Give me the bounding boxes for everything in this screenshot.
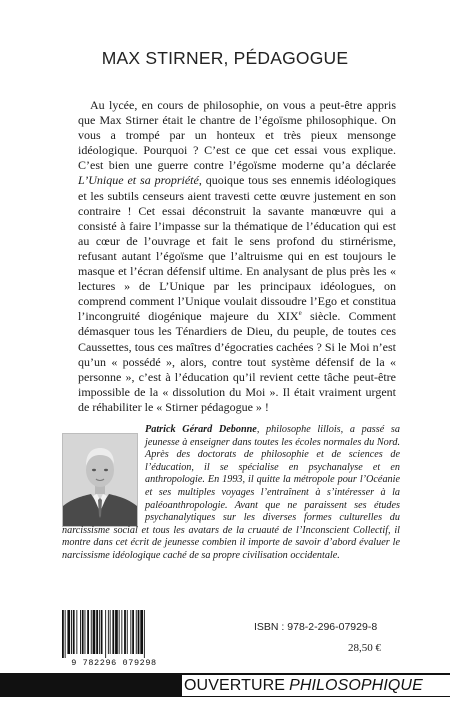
author-name: Patrick Gérard Debonne: [145, 424, 257, 435]
collection-word-1: OUVERTURE: [184, 676, 286, 694]
blurb-text-1: Au lycée, en cours de philosophie, on vous a peut-être appris que Max Stirner était le chantre de l’égoïsme philosophique. On vous a trompé par un honteux et très pieux mensonge idéologique. Pourquoi ? C’est ce que cet essai vous explique. C’est bien une guerre contre l’égoïsme moderne qu’a déclarée: [78, 98, 396, 173]
author-bio: [62, 424, 400, 563]
blurb-text-3: siècle. Comment démasquer tous les Ténardiers de Dieu, du peuple, de toutes ces Caussettes, tous ces maîtres d’égocraties cachées ? Si le Moi n’est qu’un « possédé », alors, contre tout système défensif de la « personne », c’est à l’éducation qu’il revient cette tâche peut-être impossible de la « dissolution du Moi ». Il était vraiment urgent de réhabiliter le « Stirner pédagogue » !: [78, 309, 396, 414]
barcode: [58, 610, 170, 658]
book-title: MAX STIRNER, PÉDAGOGUE: [101, 48, 349, 68]
blurb-text-2: , quoique tous ses ennemis idéologiques et les subtils censeurs aient travesti cette œuvre justement en son contraire ! Cet essai déconstruit la savante manœuvre qui a consisté à faire l’impasse sur la thématique de l’éducation qui est au cœur de l’ouvrage et fait le sens profond du stirnérisme, refusant autant l’égoïsme que l’altruisme qui en est toujours le masque et l’écran défensif ultime. En analysant de plus près les « lectures » de L’Unique par les principaux idéologues, on comprend comment l’Unique voulait dissoudre l’Ego et constitua l’incongruité diogénique majeure du XIX: [78, 173, 396, 324]
back-cover-blurb: [78, 98, 396, 415]
collection-name: [182, 675, 450, 696]
isbn: ISBN : 978-2-296-07929-8: [254, 621, 378, 633]
century-superscript: e: [298, 309, 302, 318]
blurb-work-title: L’Unique et sa propriété: [78, 173, 199, 188]
author-bio-text: , philosophe lillois, a passé sa jeunesse à enseigner dans toutes les écoles normales du Nord. Après des doctorats de philosophie et de sciences de l’éducation, il se spécialise en psychanalyse et en anthropologie. En 1993, il quitte la métropole pour l’Océanie et ses multiples voyages l’entraînent à s’intéresser à la paléoanthropologie. Avant que ne paraissent ses études psychanalytiques sur les diverses formes culturelles du narcissisme social et tous les avatars de la cruauté de l’Inconscient Collectif, il montre dans cet écrit de jeunesse combien il importe de savoir d’abord évaluer le narcissisme idéologique caché de sa propre civilisation occidentale.: [62, 424, 400, 561]
collection-word-2: PHILOSOPHIQUE: [289, 676, 423, 694]
barcode-bars: [58, 610, 170, 658]
barcode-digits: 9 782296 079298: [71, 658, 157, 668]
price: 28,50 €: [348, 642, 381, 654]
photo-spacer: [62, 424, 145, 524]
